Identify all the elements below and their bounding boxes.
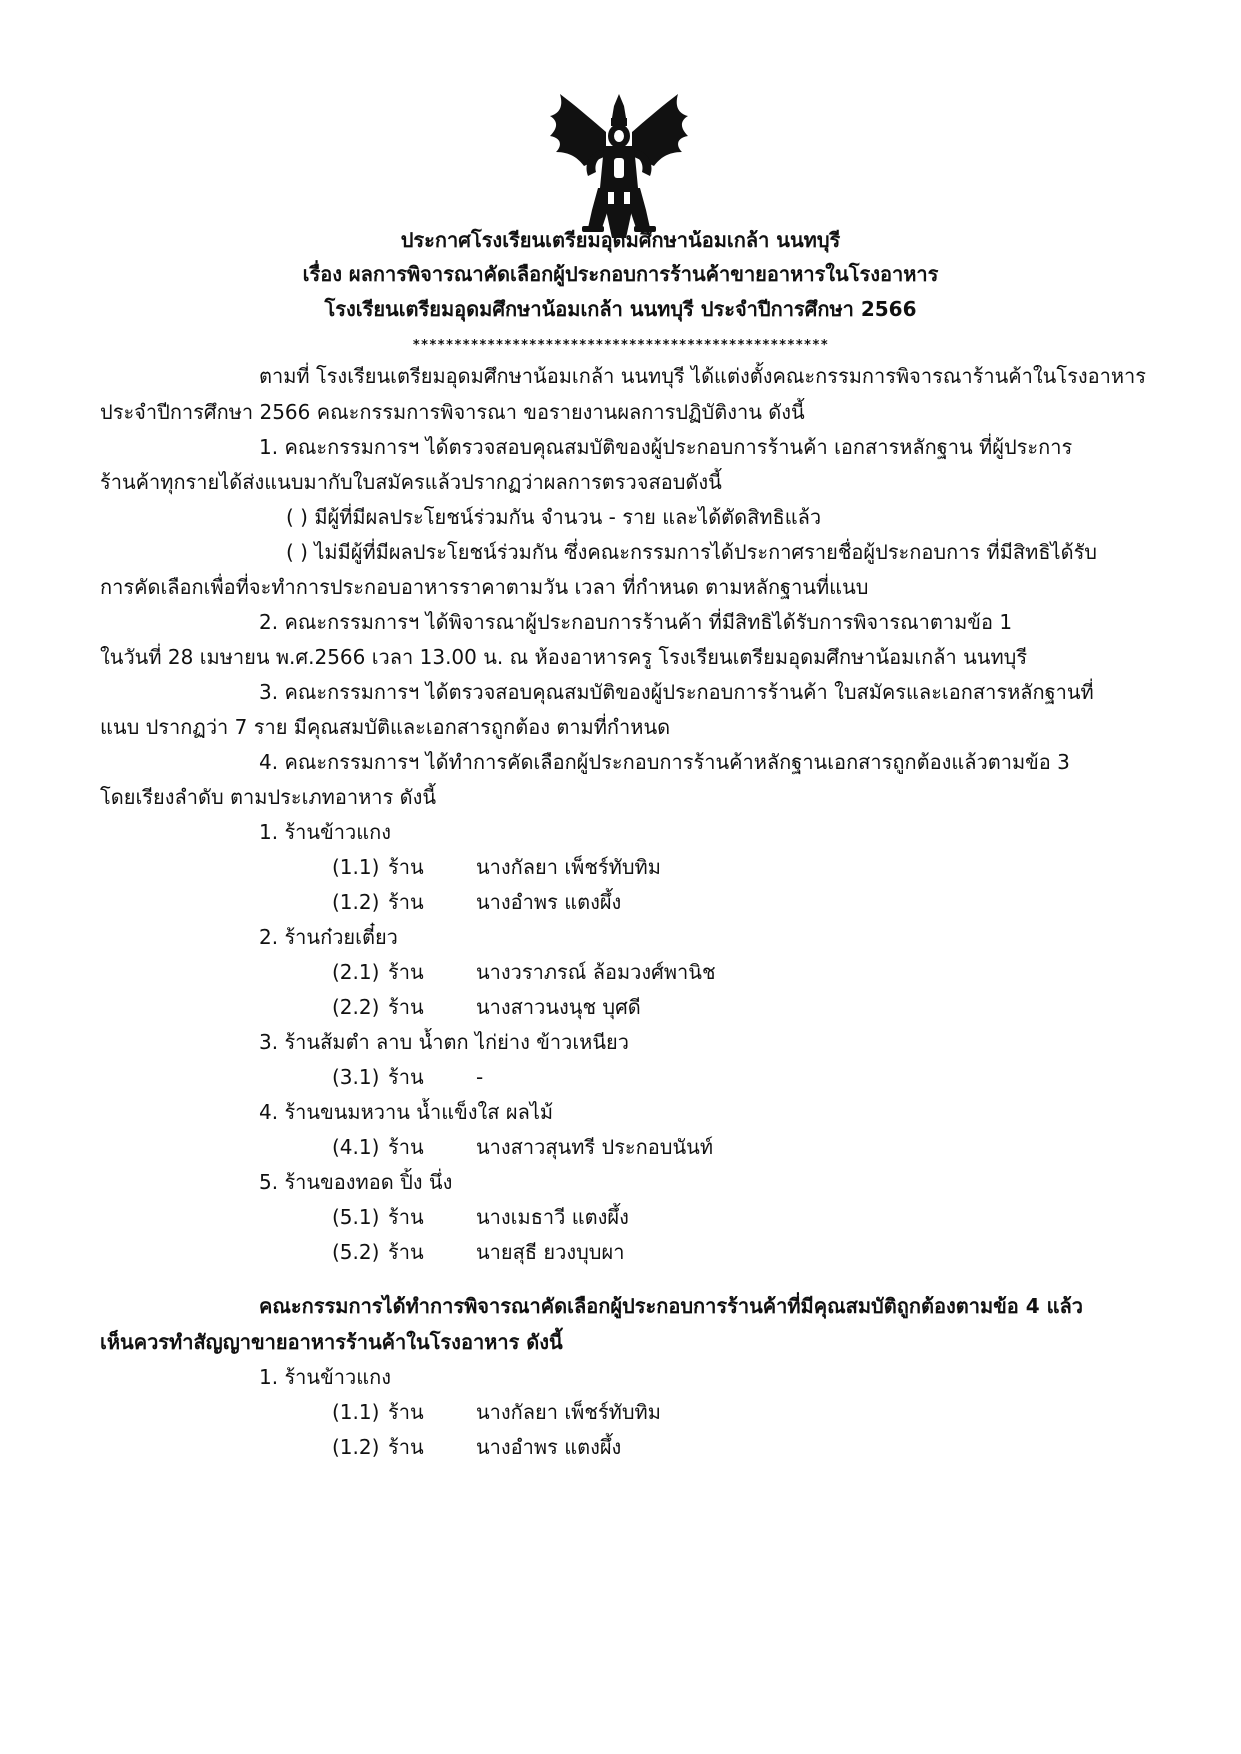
item-3-line-1: 3. คณะกรรมการฯ ได้ตรวจสอบคุณสมบัติของผู้ประกอบการร้านค้า ใบสมัครและเอกสารหลักฐานที่	[259, 680, 1094, 704]
shop-owner-name: -	[476, 1065, 484, 1089]
item-1-line-1: 1. คณะกรรมการฯ ได้ตรวจสอบคุณสมบัติของผู้ประกอบการร้านค้า เอกสารหลักฐาน ที่ผู้ประการ	[259, 435, 1073, 459]
item-4-line-1: 4. คณะกรรมการฯ ได้ทำการคัดเลือกผู้ประกอบการร้านค้าหลักฐานเอกสารถูกต้องแล้วตามข้อ 3	[259, 750, 1070, 774]
checkbox-option-1: ( ) มีผู้ที่มีผลประโยชน์ร่วมกัน จำนวน - ราย และได้ตัดสิทธิแล้ว	[286, 505, 822, 529]
intro-paragraph-line-1: ตามที่ โรงเรียนเตรียมอุดมศึกษาน้อมเกล้า นนทบุรี ได้แต่งตั้งคณะกรรมการพิจารณาร้านค้าในโรงอาหาร	[259, 364, 1146, 388]
shop-number: (1.2)	[332, 1435, 380, 1459]
checkbox-option-2: ( ) ไม่มีผู้ที่มีผลประโยชน์ร่วมกัน ซึ่งคณะกรรมการได้ประกาศรายชื่อผู้ประกอบการ ที่มีสิทธิได้รับ	[286, 540, 1098, 564]
shop-owner-name: นายสุธี ยวงบุบผา	[476, 1240, 625, 1264]
item-1-line-2: ร้านค้าทุกรายได้ส่งแนบมากับใบสมัครแล้วปรากฏว่าผลการตรวจสอบดังนี้	[100, 470, 722, 494]
shop-owner-name: นางอำพร แตงผึ้ง	[476, 890, 622, 914]
category-title: 4. ร้านขนมหวาน น้ำแข็งใส ผลไม้	[259, 1100, 554, 1124]
shop-owner-name: นางวราภรณ์ ล้อมวงศ์พานิช	[476, 960, 716, 984]
shop-owner-name: นางเมธาวี แตงผึ้ง	[476, 1205, 629, 1229]
shop-owner-name: นางกัลยา เพ็ชร์ทับทิม	[476, 1400, 661, 1424]
conclusion-line-1: คณะกรรมการได้ทำการพิจารณาคัดเลือกผู้ประกอบการร้านค้าที่มีคุณสมบัติถูกต้องตามข้อ 4 แล้ว	[259, 1294, 1084, 1318]
shop-number: (4.1)	[332, 1135, 380, 1159]
shop-label: ร้าน	[388, 1065, 424, 1089]
shop-label: ร้าน	[388, 1435, 424, 1459]
announcement-subject: เรื่อง ผลการพิจารณาคัดเลือกผู้ประกอบการร้านค้าขายอาหารในโรงอาหาร	[302, 262, 939, 286]
shop-number: (3.1)	[332, 1065, 380, 1089]
shop-number: (1.2)	[332, 890, 380, 914]
shop-number: (5.2)	[332, 1240, 380, 1264]
shop-label: ร้าน	[388, 890, 424, 914]
category-title: 3. ร้านส้มตำ ลาบ น้ำตก ไก่ย่าง ข้าวเหนียว	[259, 1030, 629, 1054]
garuda-emblem-icon	[548, 92, 690, 240]
shop-number: (5.1)	[332, 1205, 380, 1229]
shop-number: (1.1)	[332, 855, 380, 879]
conclusion-category-title: 1. ร้านข้าวแกง	[259, 1365, 391, 1389]
item-2-line-2: ในวันที่ 28 เมษายน พ.ศ.2566 เวลา 13.00 น. ณ ห้องอาหารครู โรงเรียนเตรียมอุดมศึกษาน้อมเกล้า นนทบุรี	[100, 645, 1028, 669]
shop-label: ร้าน	[388, 855, 424, 879]
shop-label: ร้าน	[388, 995, 424, 1019]
shop-owner-name: นางสาวสุนทรี ประกอบนันท์	[476, 1135, 714, 1159]
shop-label: ร้าน	[388, 1400, 424, 1424]
shop-number: (2.1)	[332, 960, 380, 984]
item-3-line-2: แนบ ปรากฏว่า 7 ราย มีคุณสมบัติและเอกสารถูกต้อง ตามที่กำหนด	[100, 715, 671, 739]
title-separator: **************************************************	[412, 338, 829, 353]
category-title: 5. ร้านของทอด ปิ้ง นึ่ง	[259, 1170, 453, 1194]
shop-owner-name: นางอำพร แตงผึ้ง	[476, 1435, 622, 1459]
announcement-title: ประกาศโรงเรียนเตรียมอุดมศึกษาน้อมเกล้า นนทบุรี	[400, 228, 841, 252]
shop-number: (1.1)	[332, 1400, 380, 1424]
shop-owner-name: นางสาวนงนุช บุศดี	[476, 995, 641, 1019]
shop-label: ร้าน	[388, 960, 424, 984]
category-title: 1. ร้านข้าวแกง	[259, 820, 391, 844]
category-title: 2. ร้านก๋วยเตี๋ยว	[259, 925, 398, 949]
intro-paragraph-line-2: ประจำปีการศึกษา 2566 คณะกรรมการพิจารณา ขอรายงานผลการปฏิบัติงาน ดังนี้	[100, 400, 805, 424]
shop-number: (2.2)	[332, 995, 380, 1019]
item-2-line-1: 2. คณะกรรมการฯ ได้พิจารณาผู้ประกอบการร้านค้า ที่มีสิทธิได้รับการพิจารณาตามข้อ 1	[259, 610, 1013, 634]
shop-label: ร้าน	[388, 1240, 424, 1264]
checkbox-option-2-continued: การคัดเลือกเพื่อที่จะทำการประกอบอาหารราคาตามวัน เวลา ที่กำหนด ตามหลักฐานที่แนบ	[100, 575, 869, 599]
conclusion-line-2: เห็นควรทำสัญญาขายอาหารร้านค้าในโรงอาหาร ดังนี้	[100, 1330, 563, 1354]
item-4-line-2: โดยเรียงลำดับ ตามประเภทอาหาร ดังนี้	[100, 785, 437, 809]
shop-owner-name: นางกัลยา เพ็ชร์ทับทิม	[476, 855, 661, 879]
announcement-school-year: โรงเรียนเตรียมอุดมศึกษาน้อมเกล้า นนทบุรี ประจำปีการศึกษา 2566	[324, 297, 917, 321]
shop-label: ร้าน	[388, 1135, 424, 1159]
shop-label: ร้าน	[388, 1205, 424, 1229]
